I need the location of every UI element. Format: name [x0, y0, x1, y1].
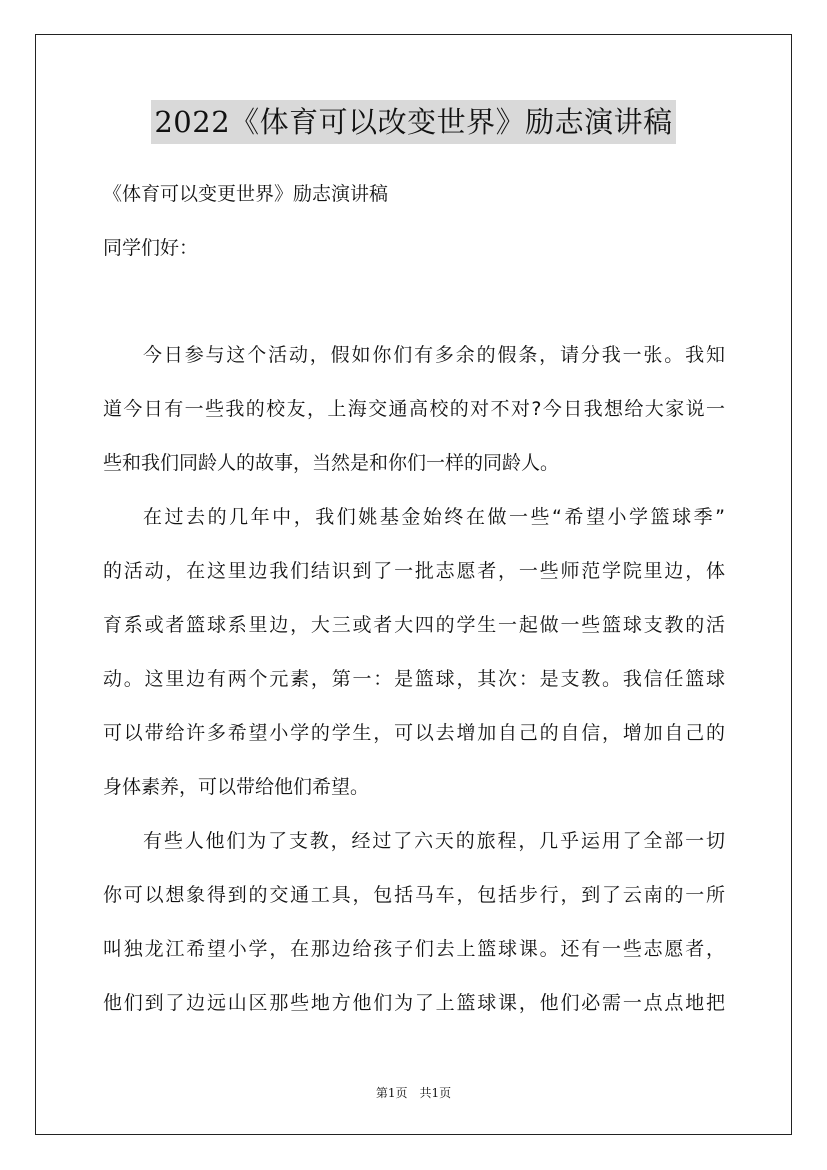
paragraph-1 [103, 343, 725, 505]
paragraph-line: 些和我们同龄人的故事，当然是和你们一样的同龄人。 [103, 452, 560, 474]
paragraph-line: 今日参与这个活动，假如你们有多余的假条，请分我一张。我知 [143, 344, 725, 366]
paragraph-line: 叫独龙江希望小学，在那边给孩子们去上篮球课。还有一些志愿者， [103, 938, 725, 960]
paragraph-line: 有些人他们为了支教，经过了六天的旅程，几乎运用了全部一切 [143, 830, 725, 852]
page-footer: 第1页 共1页 [375, 1086, 452, 1100]
paragraph-line: 动。这里边有两个元素，第一：是篮球，其次：是支教。我信任篮球 [103, 668, 725, 690]
paragraph-line: 的活动，在这里边我们结识到了一批志愿者，一些师范学院里边，体 [103, 560, 725, 582]
paragraph-line: 身体素养，可以带给他们希望。 [103, 776, 370, 798]
paragraph-2 [103, 505, 725, 829]
greeting: 同学们好： [103, 237, 199, 259]
paragraph-line: 育系或者篮球系里边，大三或者大四的学生一起做一些篮球支教的活 [103, 614, 725, 636]
paragraph-line: 你可以想象得到的交通工具，包括马车，包括步行，到了云南的一所 [103, 884, 725, 906]
paragraph-line: 在过去的几年中，我们姚基金始终在做一些“希望小学篮球季” [143, 506, 725, 528]
document-subtitle: 《体育可以变更世界》励志演讲稿 [103, 183, 389, 205]
document-title: 2022《体育可以改变世界》励志演讲稿 [151, 100, 675, 144]
paragraph-line: 道今日有一些我的校友，上海交通高校的对不对?今日我想给大家说一 [103, 398, 725, 420]
paragraph-line: 他们到了边远山区那些地方他们为了上篮球课，他们必需一点点地把 [103, 992, 725, 1014]
document-title-wrap [0, 100, 827, 144]
paragraph-line: 可以带给许多希望小学的学生，可以去增加自己的自信，增加自己的 [103, 722, 725, 744]
paragraph-3 [103, 829, 725, 1045]
